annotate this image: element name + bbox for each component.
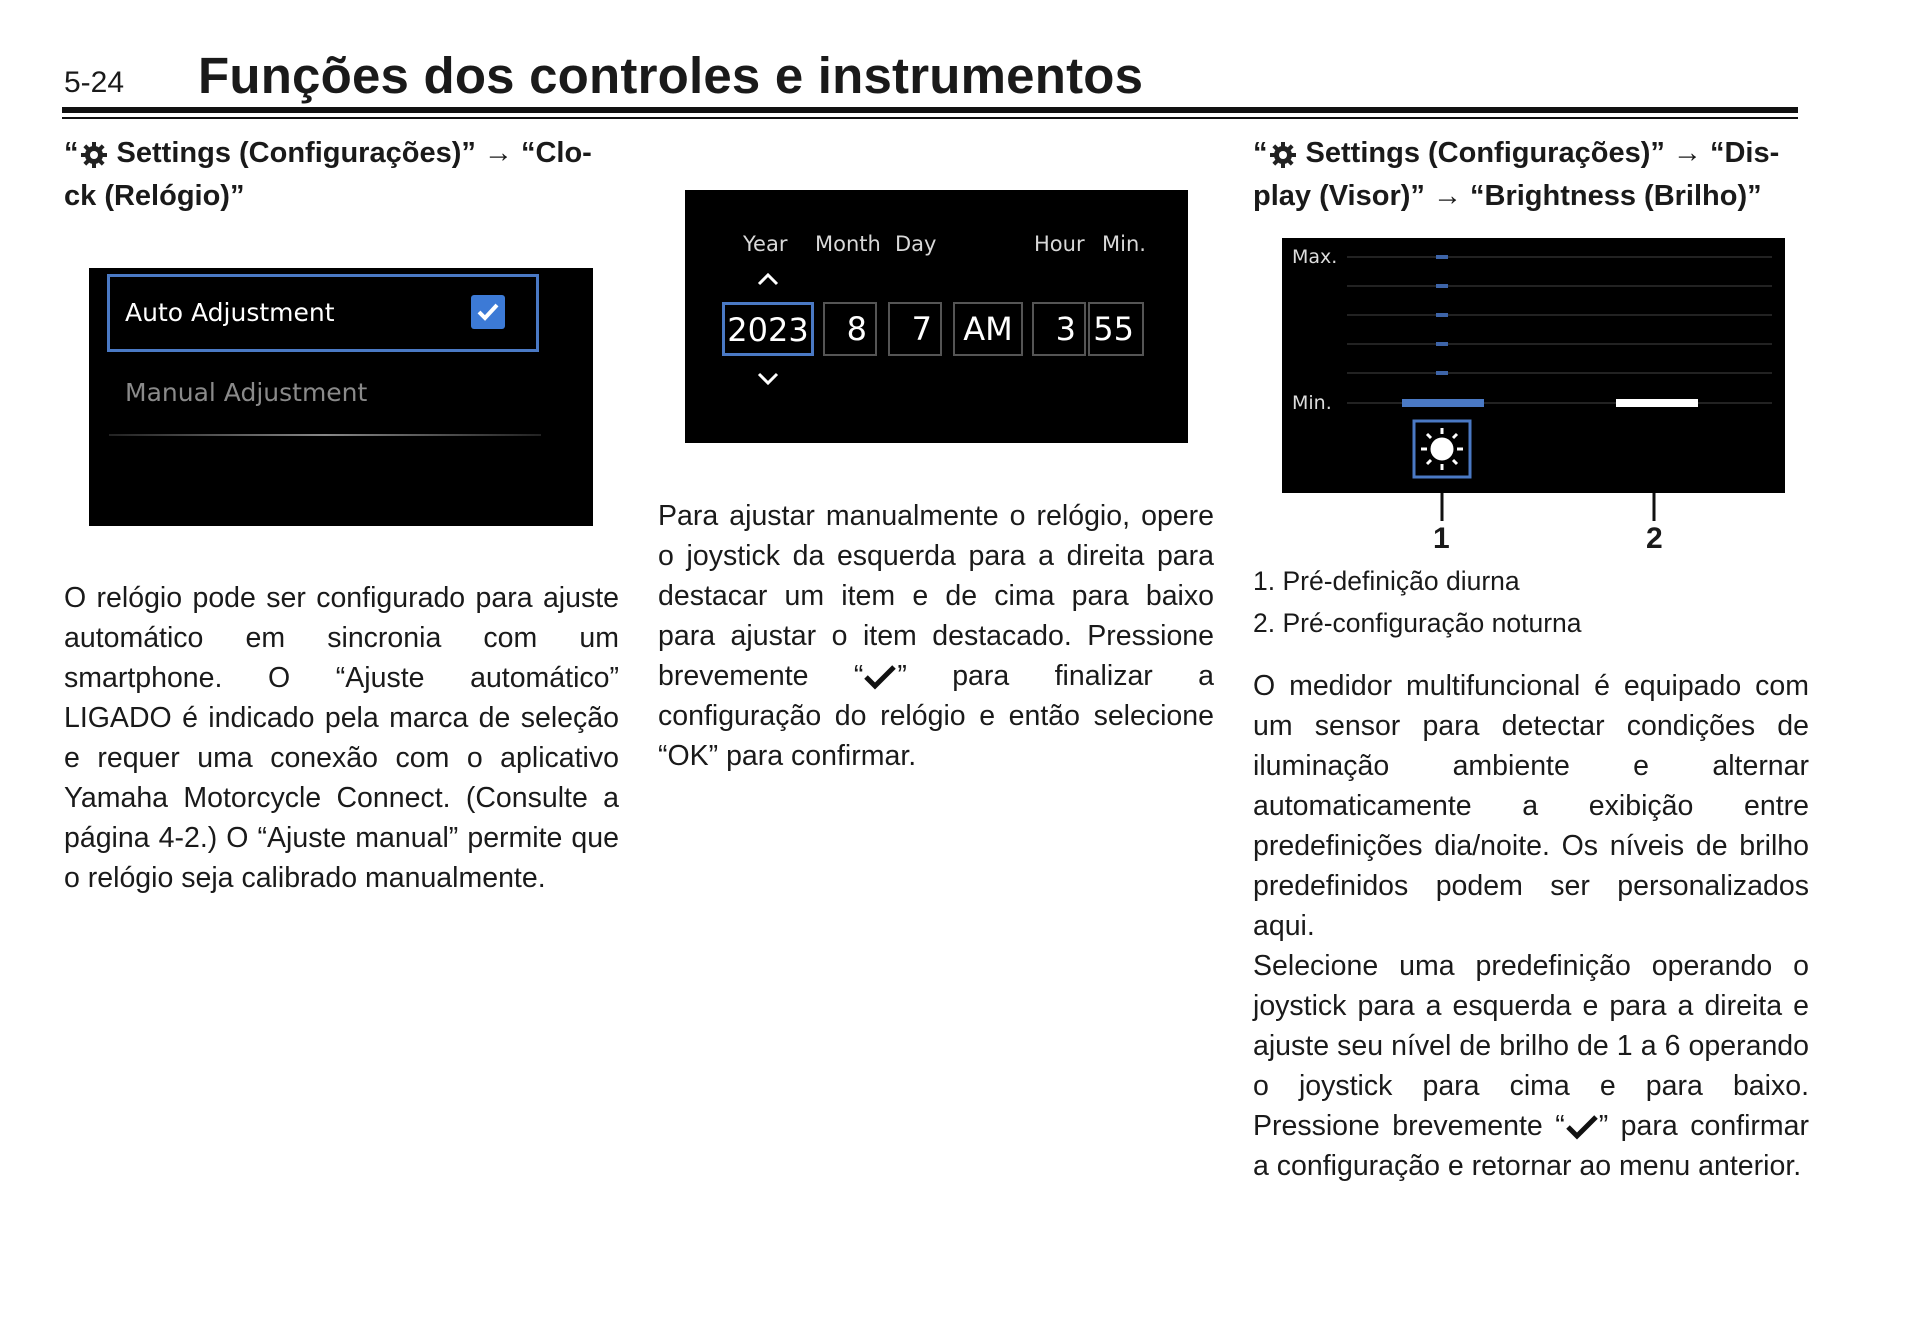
min-label: Min.: [1292, 392, 1332, 414]
display-paragraph-2: Selecione uma predefinição operando o joystick para a esquerda e para a direita e ajuste seu nível de brilho de 1 a 6 operando o joystick para cima e para baixo. Pressione brevemente “ ” para confirmar a configuração e retornar ao menu anterior.: [1253, 950, 1809, 1182]
heading-text: Settings (Configurações)” → “Dis-: [1297, 137, 1780, 169]
heading-text-cont: ck (Relógio)”: [64, 180, 245, 212]
label-day: Day: [895, 232, 937, 256]
option-auto-label: Auto Adjustment: [125, 298, 335, 327]
brightness-screen: [1282, 238, 1785, 493]
gear-icon: [1268, 140, 1298, 170]
clock-settings-screen: [89, 268, 593, 526]
gear-icon: [79, 140, 109, 170]
column-display-body: [1253, 666, 1809, 1186]
brightness-graph: [1282, 238, 1785, 493]
night-level-bar: [1616, 399, 1698, 407]
label-hour: Hour: [1034, 232, 1085, 256]
legend-item-2: 2. Pré-configuração noturna: [1253, 608, 1582, 638]
label-year: Year: [743, 232, 788, 256]
checkmark-icon: [471, 295, 505, 329]
option-manual-adjustment[interactable]: Manual Adjustment: [125, 378, 368, 407]
divider: [109, 434, 541, 436]
section-heading-clock: “ Settings (Configurações)” → “Clo- ck (Relógio)”: [64, 137, 592, 212]
checkbox-auto[interactable]: [471, 295, 505, 329]
chevron-up-icon[interactable]: [757, 272, 779, 286]
day-level-bar: [1402, 399, 1484, 407]
column-clock-body: [64, 578, 619, 898]
date-paragraph: Para ajustar manualmente o relógio, opere o joystick da esquerda para a direita para destacar um item e de cima para baixo para ajustar o item destacado. Pressione brevemente “ ” para finalizar a configuração do relógio e então selecione “OK” para confirmar.: [658, 500, 1215, 772]
month-field[interactable]: 8: [823, 302, 877, 356]
page-number: 5-24: [64, 66, 125, 99]
label-month: Month: [815, 232, 881, 256]
sun-icon: [1421, 428, 1463, 470]
chevron-down-icon[interactable]: [757, 372, 779, 386]
page-title: Funções dos controles e instrumentos: [198, 47, 1144, 104]
legend-item-1: 1. Pré-definição diurna: [1253, 566, 1520, 596]
legend: [1253, 560, 1809, 644]
callout-lines: [1282, 493, 1785, 523]
max-label: Max.: [1292, 246, 1338, 268]
hour-field[interactable]: 3: [1032, 302, 1086, 356]
header-rule-thin: [62, 117, 1798, 119]
display-paragraph-1: O medidor multifuncional é equipado com um sensor para detectar condições de iluminação ambiente e alternar automaticamente a exibição entre predefinições dia/noite. Os níveis de brilho predefinidos podem ser personalizados aqui.: [1253, 670, 1809, 942]
header-rule: [62, 107, 1798, 113]
column-date-body: [658, 496, 1214, 776]
callout-2: 2: [1646, 522, 1663, 555]
date-time-screen: [685, 190, 1188, 443]
clock-paragraph: O relógio pode ser configurado para ajuste automático em sincronia com um smartphone. O “Ajuste automático” LIGADO é indicado pela marca de seleção e requer uma conexão com o aplicativo Yamaha Motorcycle Connect. (Consulte a página 4-2.) O “Ajuste manual” permite que o relógio seja calibrado manualmente.: [64, 582, 619, 894]
year-field[interactable]: 2023: [722, 302, 814, 356]
column-display: [1253, 132, 1809, 218]
heading-text: Settings (Configurações)” → “Clo-: [108, 137, 592, 169]
day-field[interactable]: 7: [888, 302, 942, 356]
column-clock: [64, 132, 619, 218]
checkmark-icon: [1565, 1113, 1599, 1141]
section-heading-brightness: “ Settings (Configurações)” → “Dis- play (Visor)” → “Brightness (Brilho)”: [1253, 137, 1780, 212]
checkmark-icon: [863, 663, 897, 691]
minute-field[interactable]: 55: [1088, 302, 1144, 356]
moon-icon: [1652, 430, 1684, 469]
ampm-field[interactable]: AM: [953, 302, 1023, 356]
heading-text-cont: play (Visor)” → “Brightness (Brilho)”: [1253, 180, 1762, 212]
label-min: Min.: [1102, 232, 1146, 256]
callout-1: 1: [1433, 522, 1450, 555]
